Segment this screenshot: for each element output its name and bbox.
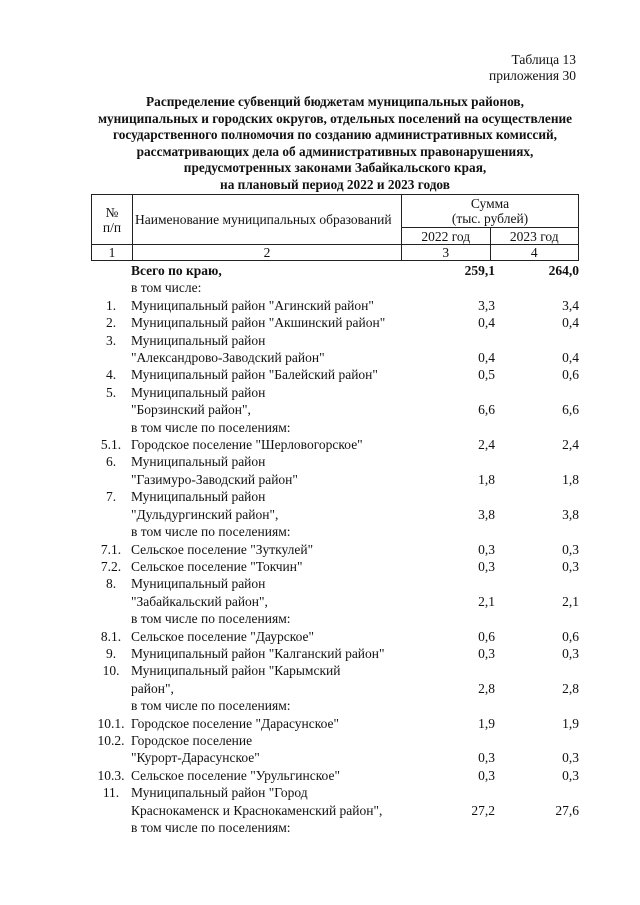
row-name-line: в том числе по поселениям:	[131, 698, 291, 714]
column-index-3: 3	[402, 245, 491, 261]
table-body	[91, 262, 579, 836]
header-year-2022: 2022 год	[402, 228, 491, 245]
row-name	[131, 262, 399, 279]
table-row	[91, 262, 579, 279]
row-name-line: Муниципальный район	[131, 489, 266, 505]
row-value-2023: 0,3	[562, 558, 579, 574]
row-number: 3.	[105, 332, 117, 348]
table-row	[91, 610, 579, 627]
table-row	[91, 645, 579, 662]
row-name-line: Муниципальный район	[131, 384, 266, 400]
table-row	[91, 732, 579, 767]
row-name-line: Муниципальный район "Калганский район"	[131, 645, 385, 661]
row-name-line: Городское поселение "Дарасунское"	[131, 715, 340, 731]
row-name-line: "Александрово-Заводский район"	[131, 350, 325, 366]
row-value-2022: 3,3	[478, 297, 495, 313]
table-row	[91, 332, 579, 367]
table-row	[91, 279, 579, 296]
row-number: 5.1.	[100, 437, 122, 453]
row-value-2023: 3,8	[562, 506, 579, 522]
table-row	[91, 436, 579, 453]
row-value-2022: 0,5	[478, 367, 495, 383]
row-number: 8.1.	[100, 628, 122, 644]
row-number: 5.	[105, 384, 117, 400]
header-sum: Сумма	[470, 196, 510, 211]
table-row	[91, 488, 579, 523]
row-number: 7.	[105, 489, 117, 505]
header-name: Наименование муниципальных образований	[135, 212, 392, 227]
row-name	[131, 384, 399, 419]
row-name-line: в том числе по поселениям:	[131, 524, 291, 540]
row-number: 11.	[102, 785, 120, 801]
row-name-line: Краснокаменск и Краснокаменский район",	[131, 802, 383, 818]
row-name	[131, 279, 399, 296]
title-line: государственного полномочия по созданию административных комиссий,	[113, 127, 557, 143]
row-value-2022: 0,6	[478, 628, 495, 644]
table-row	[91, 419, 579, 436]
row-value-2022: 0,4	[478, 315, 495, 331]
row-value-2022: 2,4	[478, 437, 495, 453]
row-number: 6.	[105, 454, 117, 470]
row-name	[131, 645, 399, 662]
row-value-2022: 259,1	[464, 263, 495, 278]
row-value-2023: 3,4	[562, 297, 579, 313]
row-name-line: "Борзинский район",	[131, 402, 251, 418]
row-name	[131, 767, 399, 784]
table-reference	[489, 52, 576, 84]
row-name	[131, 575, 399, 610]
row-value-2023: 0,4	[562, 315, 579, 331]
row-value-2022: 3,8	[478, 506, 495, 522]
row-value-2023: 2,8	[562, 680, 579, 696]
header-sum-cell	[402, 195, 579, 228]
row-value-2022: 1,9	[478, 715, 495, 731]
row-number: 4.	[105, 367, 117, 383]
row-value-2022: 0,3	[478, 750, 495, 766]
row-name-line: Всего по краю,	[131, 263, 222, 278]
row-number: 9.	[105, 645, 117, 661]
title-line: на плановый период 2022 и 2023 годов	[220, 176, 450, 192]
row-name	[131, 558, 399, 575]
row-number: 7.2.	[100, 558, 122, 574]
row-number: 2.	[105, 315, 117, 331]
row-name-line: "Курорт-Дарасунское"	[131, 750, 260, 766]
row-name-line: Муниципальный район "Балейский район"	[131, 367, 378, 383]
header-number: №	[105, 204, 119, 220]
row-number: 10.	[102, 663, 120, 679]
table-row	[91, 453, 579, 488]
row-name-line: Муниципальный район	[131, 454, 266, 470]
row-name	[131, 784, 399, 819]
table-row	[91, 297, 579, 314]
header-year-2023: 2023 год	[490, 228, 579, 245]
row-value-2023: 2,4	[562, 437, 579, 453]
column-index-1: 1	[92, 245, 133, 261]
row-name	[131, 436, 399, 453]
table-row	[91, 541, 579, 558]
appendix-number: приложения 30	[488, 68, 576, 83]
row-name	[131, 662, 399, 697]
table-row	[91, 662, 579, 697]
row-name	[131, 332, 399, 367]
header-name-cell	[133, 195, 402, 245]
title-line: муниципальных и городских округов, отдельных поселений на осуществление	[97, 110, 573, 126]
row-number: 10.2.	[97, 732, 125, 748]
row-value-2023: 1,9	[562, 715, 579, 731]
row-name-line: Городское поселение "Шерловогорское"	[131, 437, 363, 453]
row-name	[131, 453, 399, 488]
title-line: рассматривающих дела об административных правонарушениях,	[136, 143, 534, 159]
row-number: 7.1.	[100, 541, 122, 557]
document-title	[80, 94, 590, 194]
row-number: 1.	[105, 297, 117, 313]
table-row	[91, 784, 579, 819]
row-name-line: в том числе по поселениям:	[131, 419, 291, 435]
row-name	[131, 366, 399, 383]
table-header	[91, 194, 579, 261]
table-row	[91, 767, 579, 784]
table-row	[91, 314, 579, 331]
column-index-4: 4	[490, 245, 579, 261]
row-name-line: Муниципальный район "Город	[131, 785, 308, 801]
row-name-line: "Газимуро-Заводский район"	[131, 471, 298, 487]
row-value-2022: 6,6	[478, 402, 495, 418]
row-name	[131, 488, 399, 523]
row-name-line: Сельское поселение "Урульгинское"	[131, 767, 340, 783]
table-number: Таблица 13	[511, 52, 576, 67]
table-row	[91, 523, 579, 540]
title-line: предусмотренных законами Забайкальского края,	[183, 160, 487, 176]
row-value-2023: 0,6	[562, 628, 579, 644]
row-value-2022: 2,8	[478, 680, 495, 696]
row-value-2023: 0,4	[562, 350, 579, 366]
table-row	[91, 697, 579, 714]
row-name	[131, 523, 399, 540]
column-index-2: 2	[133, 245, 402, 261]
table-row	[91, 628, 579, 645]
row-value-2023: 27,6	[555, 802, 579, 818]
table-row	[91, 384, 579, 419]
row-value-2023: 0,3	[562, 541, 579, 557]
row-name-line: "Дульдургинский район",	[131, 506, 279, 522]
row-value-2022: 0,3	[478, 558, 495, 574]
row-name-line: в том числе по поселениям:	[131, 611, 291, 627]
row-value-2022: 0,4	[478, 350, 495, 366]
title-line: Распределение субвенций бюджетам муниципальных районов,	[146, 94, 524, 109]
row-name	[131, 628, 399, 645]
header-number-sub: п/п	[102, 219, 122, 235]
row-name-line: Сельское поселение "Токчин"	[131, 558, 303, 574]
row-value-2023: 6,6	[562, 402, 579, 418]
row-value-2023: 0,3	[562, 767, 579, 783]
row-value-2023: 264,0	[548, 263, 579, 278]
row-name	[131, 419, 399, 436]
row-value-2023: 1,8	[562, 471, 579, 487]
row-name	[131, 819, 399, 836]
header-number-cell	[92, 195, 133, 245]
row-name	[131, 715, 399, 732]
row-value-2023: 0,3	[562, 645, 579, 661]
table-row	[91, 575, 579, 610]
row-name	[131, 610, 399, 627]
row-number: 10.1.	[97, 715, 125, 731]
row-value-2023: 0,3	[562, 750, 579, 766]
row-name-line: Муниципальный район	[131, 576, 266, 592]
row-name	[131, 732, 399, 767]
row-number: 8.	[105, 576, 117, 592]
row-name-line: Муниципальный район "Карымский	[131, 663, 341, 679]
header-sum-unit: (тыс. рублей)	[451, 211, 529, 226]
row-name-line: в том числе:	[131, 280, 202, 296]
table-row	[91, 558, 579, 575]
row-name-line: Сельское поселение "Зуткулей"	[131, 541, 314, 557]
row-value-2022: 0,3	[478, 541, 495, 557]
row-value-2023: 2,1	[562, 593, 579, 609]
row-value-2023: 0,6	[562, 367, 579, 383]
row-name	[131, 697, 399, 714]
row-name-line: район",	[131, 680, 174, 696]
row-name-line: Муниципальный район "Акшинский район"	[131, 315, 386, 331]
row-number: 10.3.	[97, 767, 125, 783]
row-name-line: Муниципальный район "Агинский район"	[131, 297, 374, 313]
row-value-2022: 1,8	[478, 471, 495, 487]
row-name	[131, 541, 399, 558]
row-name	[131, 314, 399, 331]
row-name-line: "Забайкальский район",	[131, 593, 268, 609]
row-value-2022: 0,3	[478, 645, 495, 661]
row-value-2022: 2,1	[478, 593, 495, 609]
table-row	[91, 819, 579, 836]
row-name-line: Сельское поселение "Даурское"	[131, 628, 315, 644]
row-name-line: Муниципальный район	[131, 332, 266, 348]
row-name-line: Городское поселение	[131, 732, 253, 748]
row-name-line: в том числе по поселениям:	[131, 820, 291, 835]
table-row	[91, 366, 579, 383]
row-value-2022: 0,3	[478, 767, 495, 783]
table-row	[91, 715, 579, 732]
row-name	[131, 297, 399, 314]
row-value-2022: 27,2	[471, 802, 495, 818]
